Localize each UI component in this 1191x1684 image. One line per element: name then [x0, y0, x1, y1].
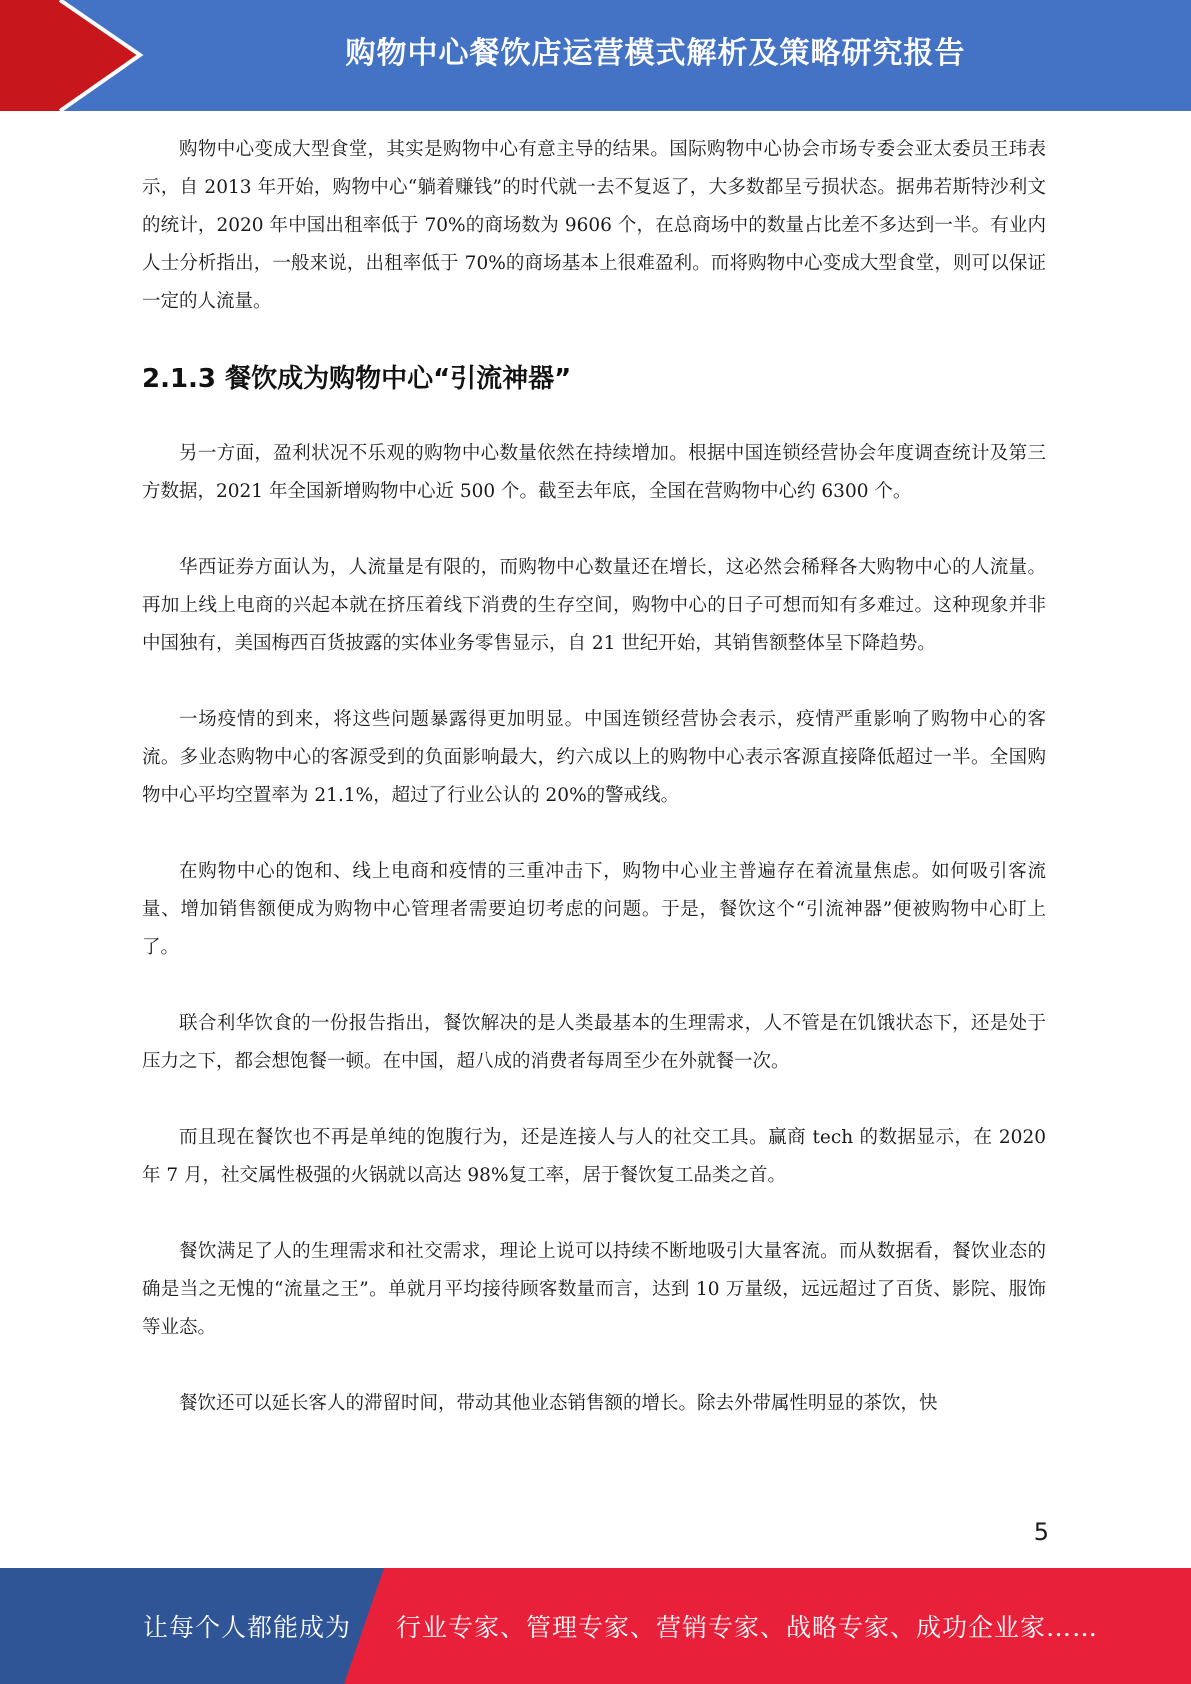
body-paragraph: 一场疫情的到来，将这些问题暴露得更加明显。中国连锁经营协会表示，疫情严重影响了购物中心的客流。多业态购物中心的客源受到的负面影响最大，约六成以上的购物中心表示客源直接降低超过一半。全国购物中心平均空置率为 21.1%，超过了行业公认的 20%的警戒线。 — [142, 709, 1046, 806]
page-header — [0, 0, 1191, 111]
body-paragraph: 而且现在餐饮也不再是单纯的饱腹行为，还是连接人与人的社交工具。赢商 tech 的数据显示，在 2020 年 7 月，社交属性极强的火锅就以高达 98%复工率，居于餐饮复工品类之首。 — [142, 1127, 1046, 1186]
body-paragraph: 在购物中心的饱和、线上电商和疫情的三重冲击下，购物中心业主普遍存在着流量焦虑。如何吸引客流量、增加销售额便成为购物中心管理者需要迫切考虑的问题。于是，餐饮这个“引流神器”便被购物中心盯上了。 — [142, 861, 1046, 958]
intro-paragraph: 购物中心变成大型食堂，其实是购物中心有意主导的结果。国际购物中心协会市场专委会亚太委员王玮表示，自 2013 年开始，购物中心“躺着赚钱”的时代就一去不复返了，大多数都呈亏损状态。据弗若斯特沙利文的统计，2020 年中国出租率低于 70%的商场数为 9606 个，在总商场中的数量占比差不多达到一半。有业内人士分析指出，一般来说，出租率低于 70%的商场基本上很难盈利。而将购物中心变成大型食堂，则可以保证一定的人流量。 — [142, 139, 1046, 312]
page-content — [142, 131, 1046, 1423]
body-paragraph: 另一方面，盈利状况不乐观的购物中心数量依然在持续增加。根据中国连锁经营协会年度调查统计及第三方数据，2021 年全国新增购物中心近 500 个。截至去年底，全国在营购物中心约 6300 个。 — [142, 443, 1046, 502]
footer-slogan-left: 让每个人都能成为 — [143, 1613, 352, 1642]
body-paragraph: 华西证券方面认为，人流量是有限的，而购物中心数量还在增长，这必然会稀释各大购物中心的人流量。再加上线上电商的兴起本就在挤压着线下消费的生存空间，购物中心的日子可想而知有多难过。这种现象并非中国独有，美国梅西百货披露的实体业务零售显示，自 21 世纪开始，其销售额整体呈下降趋势。 — [142, 557, 1046, 654]
body-paragraph: 餐饮满足了人的生理需求和社交需求，理论上说可以持续不断地吸引大量客流。而从数据看，餐饮业态的确是当之无愧的“流量之王”。单就月平均接待顾客数量而言，达到 10 万量级，远远超过了百货、影院、服饰等业态。 — [142, 1241, 1046, 1338]
section-heading: 2.1.3 餐饮成为购物中心“引流神器” — [142, 364, 572, 394]
report-title: 购物中心餐饮店运营模式解析及策略研究报告 — [345, 36, 966, 71]
page-number: 5 — [1033, 1518, 1049, 1546]
footer-slogan-right: 行业专家、管理专家、营销专家、战略专家、成功企业家…… — [396, 1613, 1099, 1642]
body-paragraph: 联合利华饮食的一份报告指出，餐饮解决的是人类最基本的生理需求，人不管是在饥饿状态下，还是处于压力之下，都会想饱餐一顿。在中国，超八成的消费者每周至少在外就餐一次。 — [142, 1013, 1046, 1072]
body-paragraph: 餐饮还可以延长客人的滞留时间，带动其他业态销售额的增长。除去外带属性明显的茶饮，快 — [179, 1393, 938, 1414]
page-footer — [0, 1568, 1191, 1684]
